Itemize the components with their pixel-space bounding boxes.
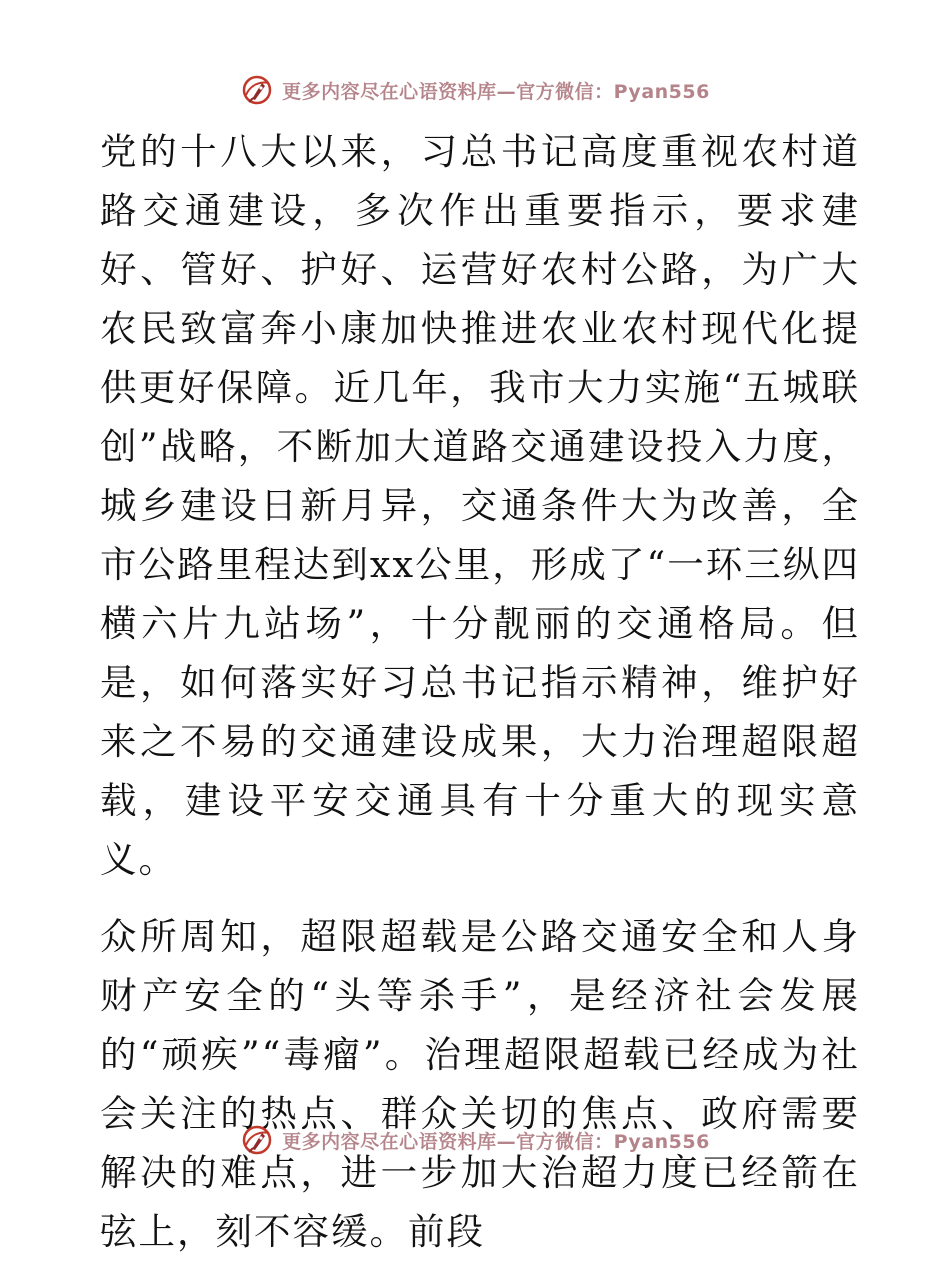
header-banner-text: 更多内容尽在心语资料库—官方微信：Pyan556 xyxy=(282,80,710,103)
header-banner xyxy=(0,70,950,110)
pen-nib-logo-icon xyxy=(240,73,274,107)
paragraph-1: 党的十八大以来，习总书记高度重视农村道路交通建设，多次作出重要指示，要求建好、管好、护好、运营好农村公路，为广大农民致富奔小康加快推进农业农村现代化提供更好保障。近几年，我市大力实施“五城联创”战略，不断加大道路交通建设投入力度，城乡建设日新月异，交通条件大为改善，全市公路里程达到xx公里，形成了“一环三纵四横六片九站场”，十分靓丽的交通格局。但是，如何落实好习总书记指示精神，维护好来之不易的交通建设成果，大力治理超限超载，建设平安交通具有十分重大的现实意义。 xyxy=(100,130,860,881)
pen-nib-logo-icon xyxy=(240,1123,274,1157)
footer-banner xyxy=(0,1120,950,1160)
document-body xyxy=(100,122,860,1261)
paragraph-2: 众所周知，超限超载是公路交通安全和人身财产安全的“头等杀手”，是经济社会发展的“顽疾”“毒瘤”。治理超限超载已经成为社会关注的热点、群众关切的焦点、政府需要解决的难点，进一步加大治超力度已经箭在弦上，刻不容缓。前段 xyxy=(100,915,860,1253)
footer-banner-text: 更多内容尽在心语资料库—官方微信：Pyan556 xyxy=(282,1130,710,1153)
